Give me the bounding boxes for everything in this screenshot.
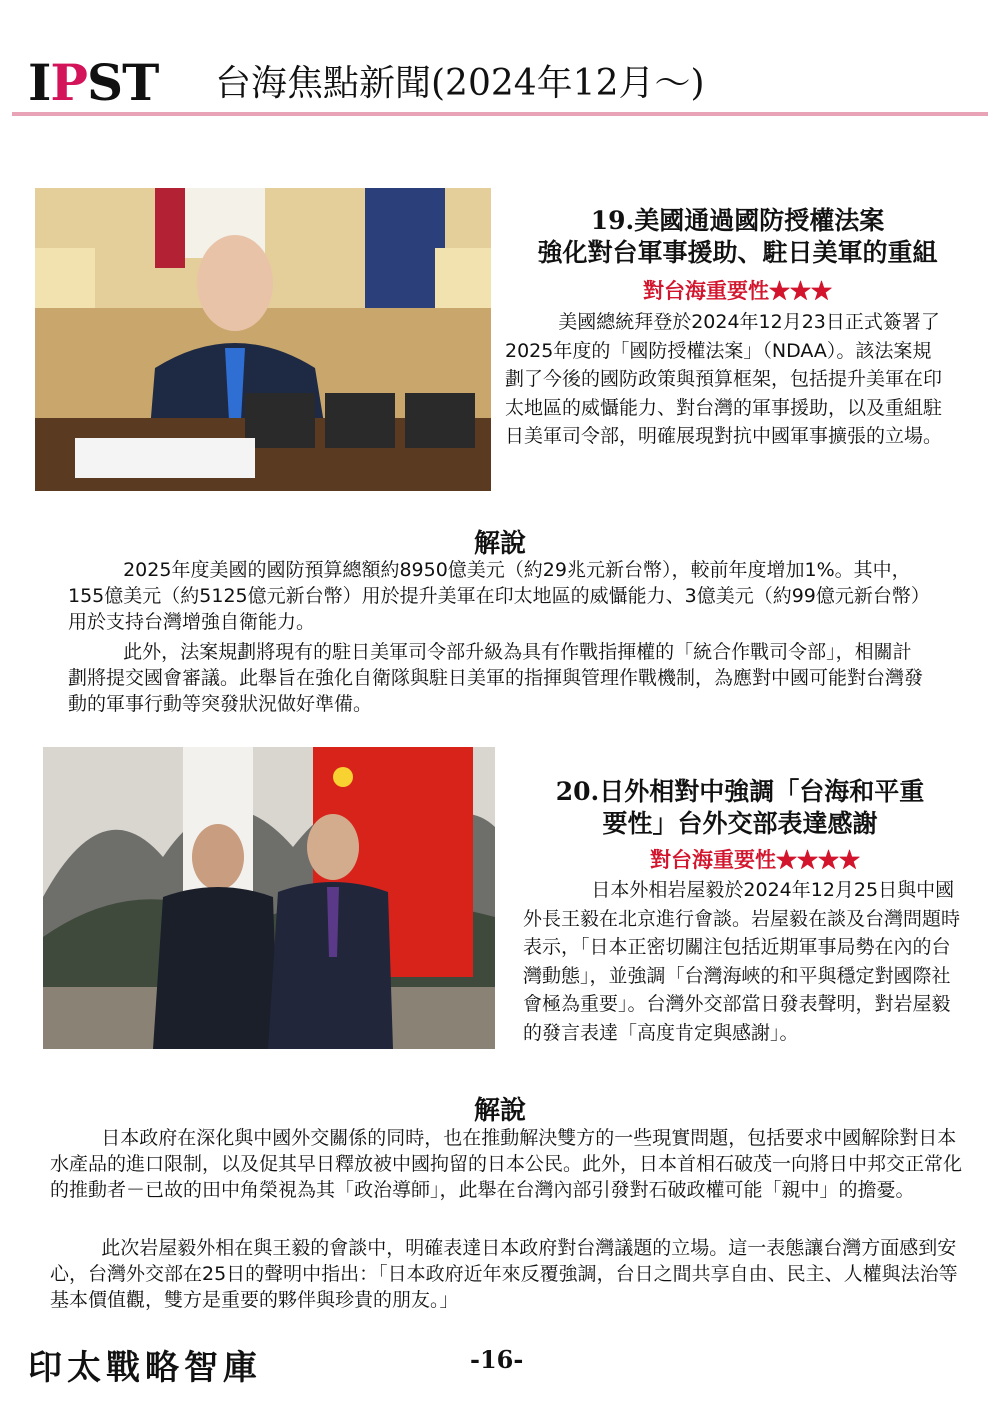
logo-text: IPST	[28, 53, 159, 112]
ipst-logo	[28, 53, 159, 112]
header-divider	[12, 112, 988, 116]
page-title: 台海焦點新聞(2024年12月～)	[215, 63, 705, 104]
article19-commentary-p2: 此外，法案規劃將現有的駐日美軍司令部升級為具有作戰指揮權的「統合作戰司令部」，相關計劃將提交國會審議。此舉旨在強化自衛隊與駐日美軍的指揮與管理作戰機制，為應對中國可能對台灣發動的軍事行動等突發狀況做好準備。	[68, 641, 924, 715]
article20-body: 日本外相岩屋毅於2024年12月25日與中國外長王毅在北京進行會談。岩屋毅在談及台灣問題時表示，「日本正密切關注包括近期軍事局勢在內的台灣動態」，並強調「台灣海峽的和平與穩定對國際社會極為重要」。台灣外交部當日發表聲明，對岩屋毅的發言表達「高度肯定與感謝」。	[523, 879, 961, 1044]
article19-commentary-heading: 解說	[473, 529, 526, 559]
page-number: -16-	[470, 1345, 524, 1374]
article20-commentary-heading: 解說	[473, 1096, 526, 1126]
article19-importance: 對台海重要性★★★	[643, 278, 832, 303]
diplomats-handshake-photo	[43, 747, 495, 1049]
article19-photo	[35, 188, 491, 491]
article20-importance: 對台海重要性★★★★	[650, 847, 860, 872]
article20-commentary-p1: 日本政府在深化與中國外交關係的同時，也在推動解決雙方的一些現實問題，包括要求中國解除對日本水產品的進口限制，以及促其早日釋放被中國拘留的日本公民。此外，日本首相石破茂一向將日中邦交正常化的推動者－已故的田中角榮視為其「政治導師」，此舉在台灣內部引發對石破政權可能「親中」的擔憂。	[50, 1127, 963, 1201]
article19-body: 美國總統拜登於2024年12月23日正式簽署了2025年度的「國防授權法案」（NDAA）。該法案規劃了今後的國防政策與預算框架，包括提升美軍在印太地區的威懾能力、對台灣的軍事援助，以及重組駐日美軍司令部，明確展現對抗中國軍事擴張的立場。	[505, 311, 943, 447]
article20-commentary-p2: 此次岩屋毅外相在與王毅的會談中，明確表達日本政府對台灣議題的立場。這一表態讓台灣方面感到安心，台灣外交部在25日的聲明中指出：「日本政府近年來反覆強調，台日之間共享自由、民主、人權與法治等基本價值觀，雙方是重要的夥伴與珍貴的朋友。」	[50, 1237, 958, 1311]
oval-office-photo	[35, 188, 491, 491]
article19-commentary-p1: 2025年度美國的國防預算總額約8950億美元（約29兆元新台幣），較前年度增加1%。其中，155億美元（約5125億元新台幣）用於提升美軍在印太地區的威懾能力、3億美元（約99億元新台幣）用於支持台灣增強自衛能力。	[68, 559, 921, 633]
article19-title: 19.美國通過國防授權法案 強化對台軍事援助、駐日美軍的重組	[537, 206, 938, 267]
footer-organization: 印太戰略智庫	[28, 1348, 262, 1388]
article20-title: 20.日外相對中強調「台海和平重 要性」台外交部表達感謝	[555, 777, 925, 838]
article20-photo	[43, 747, 495, 1049]
